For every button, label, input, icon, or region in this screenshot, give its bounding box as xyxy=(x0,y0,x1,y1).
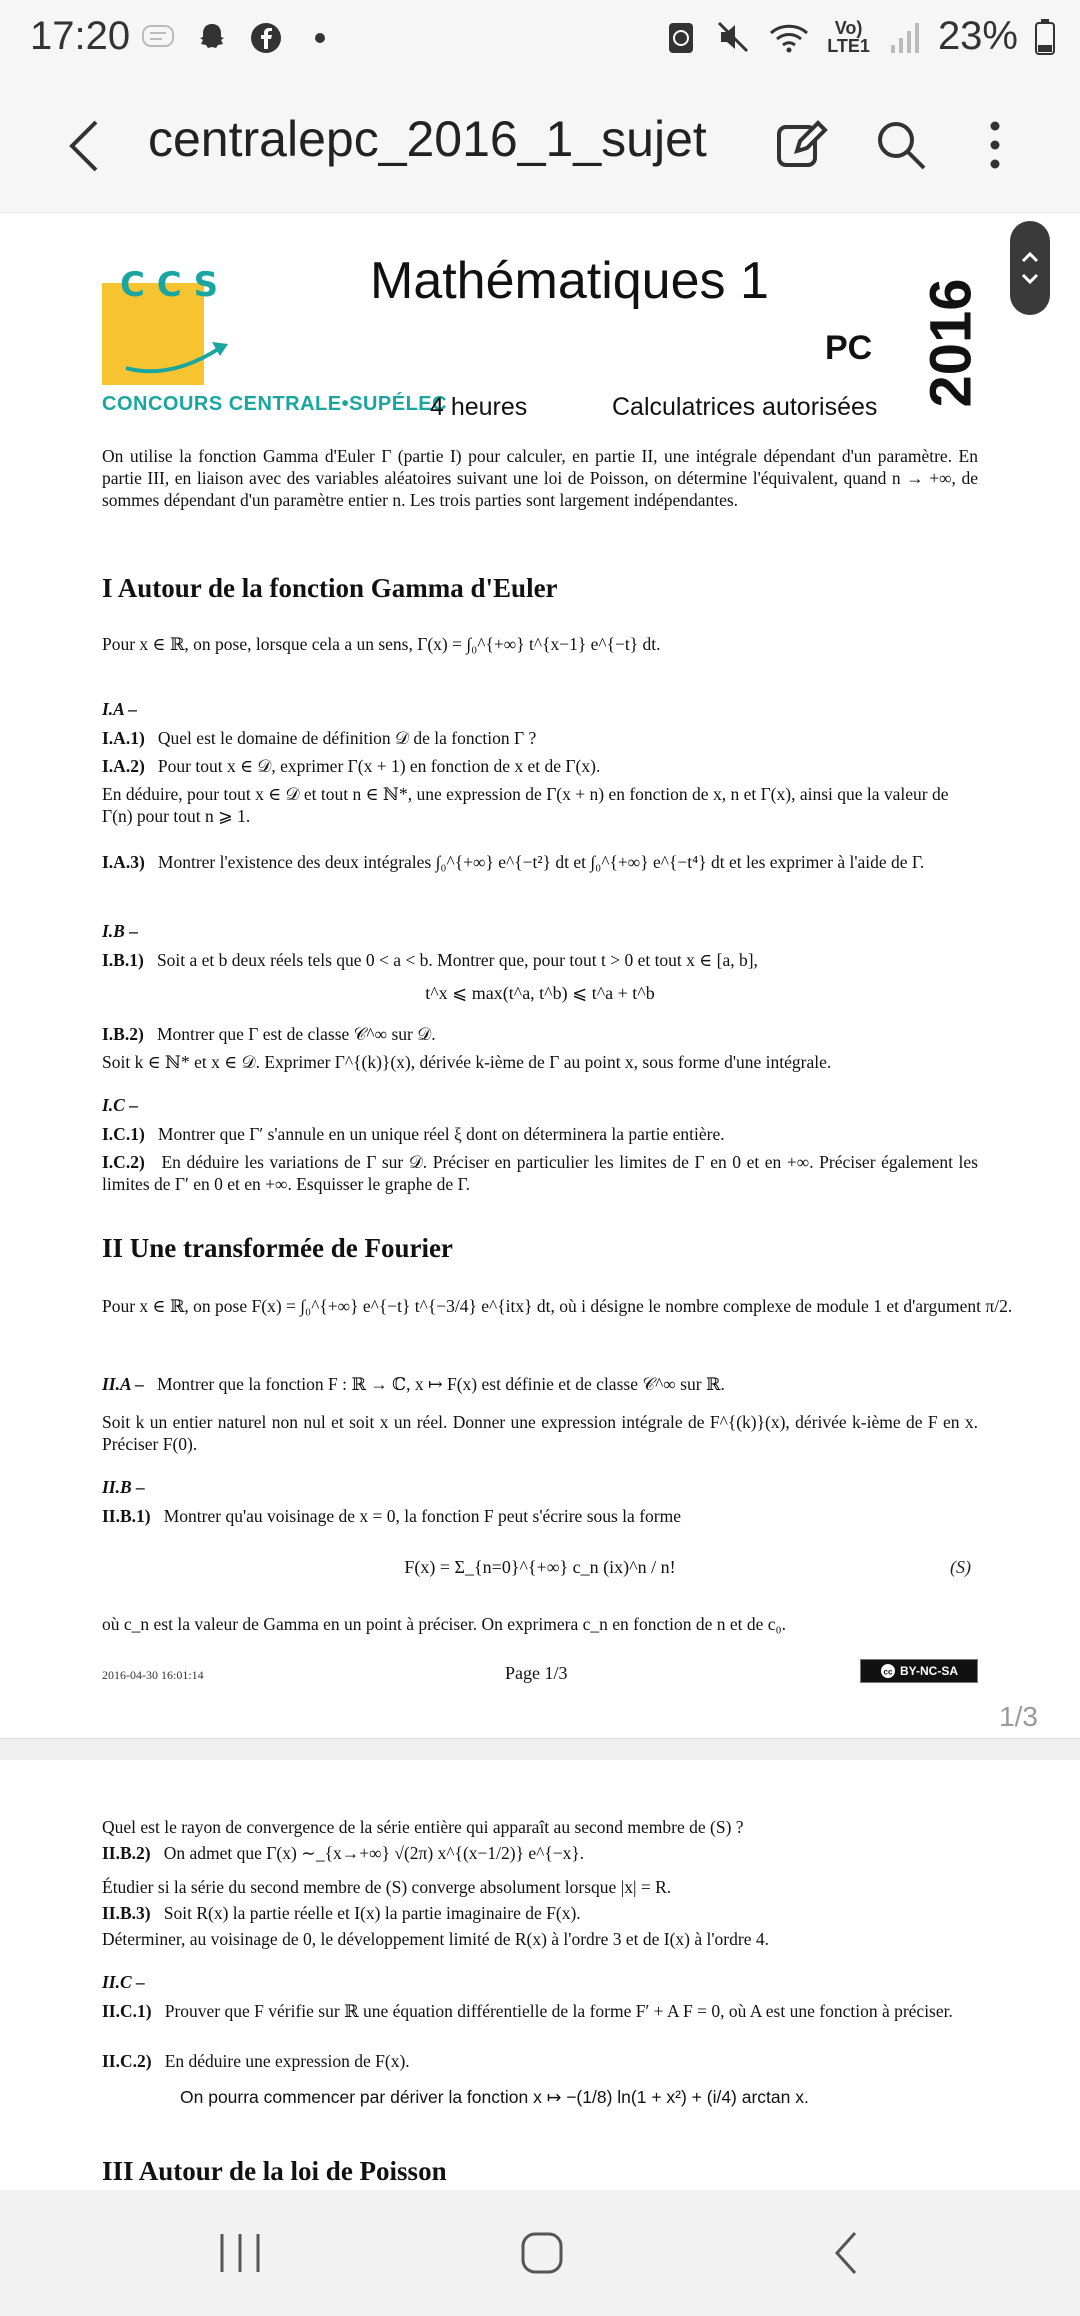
question-number: II.C.2) xyxy=(102,2051,152,2071)
question-number: II.B.3) xyxy=(102,1903,151,1923)
question-IIB1-continued: où c_n est la valeur de Gamma en un point à préciser. On exprimera c_n en fonction de n et de c₀. xyxy=(102,1614,786,1634)
section-1-heading: I Autour de la fonction Gamma d'Euler xyxy=(102,573,558,603)
recent-apps-button[interactable] xyxy=(200,2218,280,2288)
more-options-button[interactable] xyxy=(960,110,1030,180)
signal-icon xyxy=(886,19,922,55)
question-IB1 xyxy=(102,949,978,971)
footer-date: 2016-04-30 16:01:14 xyxy=(102,1668,204,1682)
question-number: I.C.2) xyxy=(102,1152,145,1172)
status-bar xyxy=(0,0,1080,80)
edit-icon xyxy=(775,119,827,171)
question-text: Montrer l'existence des deux intégrales ∫₀^{+∞} e^{−t²} dt et ∫₀^{+∞} e^{−t⁴} dt et les exprimer à l'aide de Γ. xyxy=(157,852,925,872)
network-label-top: Vo) xyxy=(834,17,863,38)
footer-page-number: Page 1/3 xyxy=(505,1663,568,1683)
dot-icon xyxy=(302,20,338,56)
facebook-icon xyxy=(248,20,284,56)
back-icon xyxy=(66,118,102,174)
subsection-IB: I.B – xyxy=(102,921,138,941)
gamma-definition: Pour x ∈ ℝ, on pose, lorsque cela a un sens, Γ(x) = ∫₀^{+∞} t^{x−1} e^{−t} dt. xyxy=(102,634,661,654)
question-text: Montrer que Γ′ s'annule en un unique réel ξ dont on déterminera la partie entière. xyxy=(157,1124,725,1144)
question-number: I.C.1) xyxy=(102,1124,145,1144)
question-text: Montrer que Γ est de classe 𝒞^∞ sur 𝒟. xyxy=(156,1024,436,1044)
question-IA2 xyxy=(102,755,978,777)
question-number: II.A – xyxy=(102,1374,144,1394)
question-IIA xyxy=(102,1373,978,1395)
logo-arrow-icon xyxy=(120,328,230,378)
license-badge xyxy=(860,1659,978,1683)
question-text: Montrer que la fonction F : ℝ → ℂ, x ↦ F(x) est définie et de classe 𝒞^∞ sur ℝ. xyxy=(156,1374,725,1394)
question-IA1 xyxy=(102,727,978,749)
subject-title: Mathématiques 1 xyxy=(370,252,769,310)
subsection-IIC: II.C – xyxy=(102,1972,145,1992)
question-number: II.C.1) xyxy=(102,2001,152,2021)
network-label-bottom: LTE1 xyxy=(827,35,870,56)
question-number: I.A.1) xyxy=(102,728,145,748)
home-icon xyxy=(520,2231,564,2275)
question-IIB3 xyxy=(102,1902,978,1924)
question-number: II.B.1) xyxy=(102,1506,151,1526)
question-text: Prouver que F vérifie sur ℝ une équation différentielle de la forme F′ + A F = 0, où A est une fonction à préciser. xyxy=(164,2001,953,2021)
question-text: Montrer qu'au voisinage de x = 0, la fonction F peut s'écrire sous la forme xyxy=(163,1506,681,1526)
battery-percent: 23% xyxy=(937,14,1018,58)
question-IIA-continued: Soit k un entier naturel non nul et soit x un réel. Donner une expression intégrale de F^{(k)}(x), dérivée k-ième de F en x. Préciser F(0). xyxy=(102,1412,978,1454)
home-button[interactable] xyxy=(502,2218,582,2288)
question-IA2-continued: En déduire, pour tout x ∈ 𝒟 et tout n ∈ ℕ*, une expression de Γ(x + n) en fonction de x, n et Γ(x), ainsi que la valeur de Γ(n) pour tout n ⩾ 1. xyxy=(102,784,949,826)
section-2-heading: II Une transformée de Fourier xyxy=(102,1233,453,1263)
question-number: I.A.3) xyxy=(102,852,145,872)
question-IIB2-continued: Étudier si la série du second membre de (S) converge absolument lorsque |x| = R. xyxy=(102,1877,672,1897)
back-nav-icon xyxy=(831,2229,861,2277)
recent-apps-icon xyxy=(218,2232,262,2274)
section-3-heading: III Autour de la loi de Poisson xyxy=(102,2156,447,2186)
recycle-icon xyxy=(663,19,699,55)
mute-icon xyxy=(715,19,751,55)
question-number: I.B.1) xyxy=(102,950,144,970)
page-separator xyxy=(0,1738,1080,1762)
document-title: centralepc_2016_1_sujet xyxy=(148,111,707,167)
back-button[interactable] xyxy=(56,110,112,182)
system-navigation-bar xyxy=(0,2190,1080,2316)
question-text: En déduire une expression de F(x). xyxy=(164,2051,410,2071)
edit-button[interactable] xyxy=(766,110,836,180)
duration: 4 heures xyxy=(430,393,528,421)
question-IIB3-continued: Déterminer, au voisinage de 0, le développement limité de R(x) à l'ordre 3 et de I(x) à l'ordre 4. xyxy=(102,1929,769,1949)
year-label xyxy=(918,263,984,423)
battery-icon xyxy=(1034,19,1056,55)
cc-icon xyxy=(880,1663,896,1679)
question-IIB1 xyxy=(102,1505,978,1527)
question-text: Soit a et b deux réels tels que 0 < a < b. Montrer que, pour tout t > 0 et tout x ∈ [a, b], xyxy=(156,950,758,970)
subsection-IIB: II.B – xyxy=(102,1477,145,1497)
search-icon xyxy=(874,118,928,172)
more-vert-icon xyxy=(985,118,1005,172)
network-label xyxy=(827,19,870,55)
pdf-page-1 xyxy=(0,213,1080,1738)
pdf-page-2 xyxy=(0,1760,1080,2190)
subsection-IA: I.A – xyxy=(102,699,138,719)
formula-tag: (S) xyxy=(950,1557,971,1577)
intro-paragraph: On utilise la fonction Gamma d'Euler Γ (partie I) pour calculer, en partie II, une intégrale dépendant d'un paramètre. En partie III, en liaison avec des variables aléatoires suivant une loi de Poisson, on détermine l'équivalent, quand n → +∞, de sommes dépendant d'un paramètre entier n. Les trois parties sont largement indépendantes. xyxy=(102,446,978,510)
status-time: 17:20 xyxy=(30,14,131,58)
question-text: Pour tout x ∈ 𝒟, exprimer Γ(x + 1) en fonction de x et de Γ(x). xyxy=(157,756,601,776)
question-IC1 xyxy=(102,1123,978,1145)
subsection-IC: I.C – xyxy=(102,1095,138,1115)
page-indicator: 1/3 xyxy=(999,1701,1038,1732)
logo-name: CONCOURS CENTRALE•SUPÉLEC xyxy=(102,393,448,415)
question-number: II.B.2) xyxy=(102,1843,151,1863)
hint-IIC2: On pourra commencer par dériver la fonction x ↦ −(1/8) ln(1 + x²) + (i/4) arctan x. xyxy=(180,2087,809,2107)
chevron-down-icon xyxy=(1020,273,1040,285)
question-IB2-continued: Soit k ∈ ℕ* et x ∈ 𝒟. Exprimer Γ^{(k)}(x), dérivée k-ième de Γ au point x, sous forme d'une intégrale. xyxy=(102,1052,832,1072)
page2-line1: Quel est le rayon de convergence de la série entière qui apparaît au second membre de (S) ? xyxy=(102,1817,744,1837)
question-IB2 xyxy=(102,1023,978,1045)
year-text: 2016 xyxy=(918,278,984,408)
nav-back-button[interactable] xyxy=(806,2218,886,2288)
search-button[interactable] xyxy=(866,110,936,180)
question-text: On admet que Γ(x) ∼_{x→+∞} √(2π) x^{(x−1/2)} e^{−x}. xyxy=(163,1843,585,1863)
question-IIB2 xyxy=(102,1842,978,1864)
question-IIC1 xyxy=(102,2000,978,2022)
question-text: Quel est le domaine de définition 𝒟 de la fonction Γ ? xyxy=(157,728,537,748)
status-right xyxy=(663,14,1056,59)
inequality-formula: t^x ⩽ max(t^a, t^b) ⩽ t^a + t^b xyxy=(425,983,655,1003)
series-formula: F(x) = Σ_{n=0}^{+∞} c_n (ix)^n / n! xyxy=(404,1557,676,1577)
question-number: I.A.2) xyxy=(102,756,145,776)
level-label: PC xyxy=(825,329,873,367)
question-IIC2 xyxy=(102,2050,978,2072)
svg-text:cc: cc xyxy=(883,1667,893,1677)
message-icon xyxy=(140,20,176,56)
license-text: BY-NC-SA xyxy=(899,1664,958,1678)
question-text: En déduire les variations de Γ sur 𝒟. Préciser en particulier les limites de Γ en 0 et en +∞. Préciser également les limites de Γ′ en 0 et en +∞. Esquisser le graphe de Γ. xyxy=(102,1152,978,1194)
question-number: I.B.2) xyxy=(102,1024,144,1044)
wifi-icon xyxy=(767,19,811,55)
calculators-note: Calculatrices autorisées xyxy=(612,393,878,421)
logo-letters: C C S xyxy=(120,265,219,305)
fast-scroll-handle[interactable] xyxy=(1010,221,1050,315)
snapchat-icon xyxy=(194,20,230,56)
question-IA3 xyxy=(102,851,978,873)
question-IC2 xyxy=(102,1151,978,1195)
chevron-up-icon xyxy=(1020,251,1040,263)
notification-icons xyxy=(140,20,338,56)
app-bar xyxy=(0,80,1080,213)
fourier-definition: Pour x ∈ ℝ, on pose F(x) = ∫₀^{+∞} e^{−t} t^{−3/4} e^{itx} dt, où i désigne le nombre complexe de module 1 et d'argument π/2. xyxy=(102,1296,1013,1316)
question-text: Soit R(x) la partie réelle et I(x) la partie imaginaire de F(x). xyxy=(163,1903,581,1923)
